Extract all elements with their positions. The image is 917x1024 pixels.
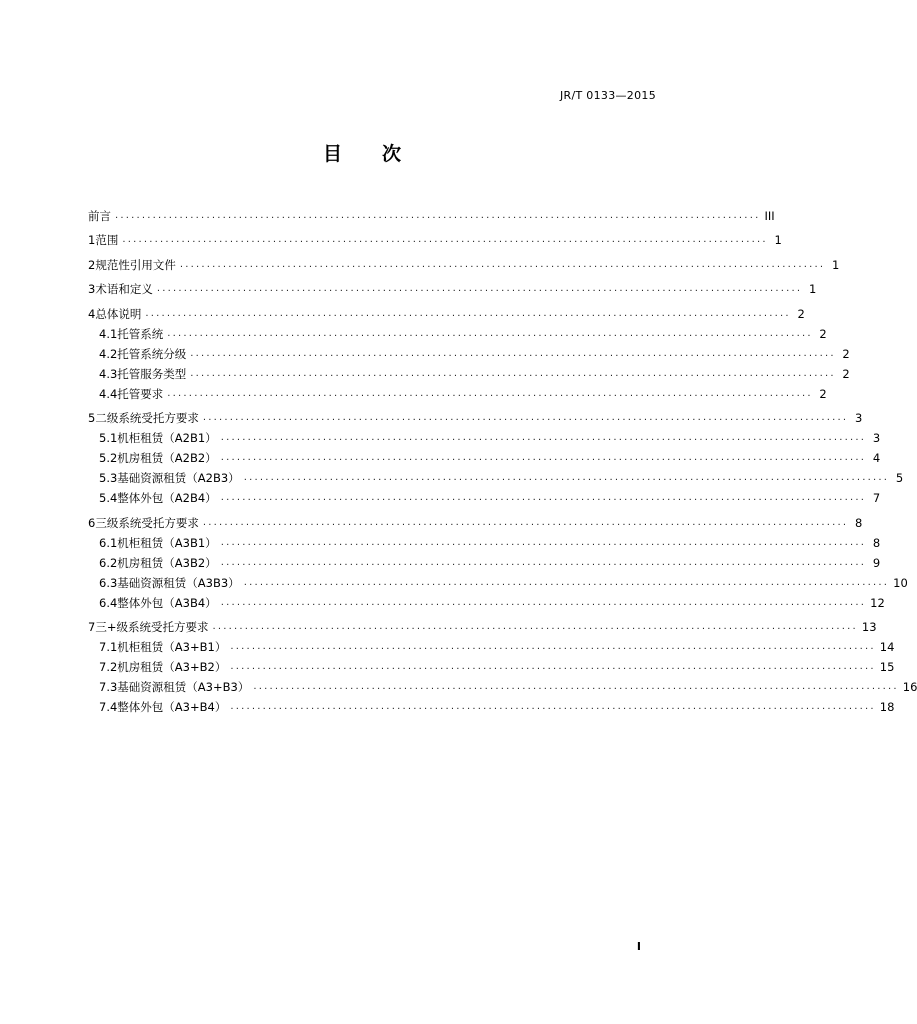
toc-leader-dots: ........................................................................................................................ — [253, 681, 899, 692]
toc-entry[interactable] — [88, 223, 782, 248]
toc-entry-page: 15 — [879, 660, 895, 674]
toc-entry-page: 3 — [872, 431, 881, 445]
toc-leader-dots: ........................................................................................................................ — [122, 234, 768, 245]
toc-leader-dots: ........................................................................................................................ — [145, 307, 791, 319]
title-char-1: 目 — [322, 143, 342, 165]
toc-leader-dots: ........................................................................................................................ — [230, 701, 876, 712]
toc-entry-page: 5 — [895, 471, 904, 485]
document-code: JR/T 0133—2015 — [560, 89, 656, 102]
toc-entry-page: 18 — [879, 700, 895, 714]
toc-entry[interactable] — [88, 485, 881, 505]
toc-entry-page: 10 — [893, 575, 908, 590]
toc-leader-dots: ........................................................................................................................ — [220, 492, 867, 503]
toc-entry-number: 6.1 — [99, 535, 118, 550]
toc-entry-page: 2 — [819, 386, 827, 401]
toc-entry-number: 5 — [88, 411, 96, 425]
footer-page-number: I — [636, 940, 641, 953]
toc-leader-dots: ........................................................................................................................ — [230, 641, 876, 652]
toc-entry[interactable] — [88, 198, 775, 223]
toc-entry-label: 托管系统 — [117, 326, 164, 341]
toc-entry-page: 7 — [872, 491, 881, 505]
toc-entry-label: 整体外包（A3B4） — [117, 595, 217, 610]
toc-entry[interactable] — [88, 445, 881, 465]
toc-entry-number: 1 — [88, 233, 96, 247]
toc-leader-dots: ........................................................................................................................ — [243, 472, 890, 483]
toc-entry-number: 5.1 — [99, 431, 118, 445]
toc-entry-number: 4.2 — [99, 346, 118, 361]
toc-entry-label: 基础资源租赁（A3B3） — [117, 575, 240, 590]
toc-entry-number: 7.2 — [99, 660, 118, 674]
toc-entry-label: 规范性引用文件 — [95, 257, 176, 272]
toc-leader-dots: ........................................................................................................................ — [115, 209, 761, 221]
toc-entry-page: 1 — [808, 282, 817, 296]
toc-entry-label: 术语和定义 — [95, 282, 153, 296]
toc-entry-number: 7 — [88, 620, 96, 634]
toc-leader-dots: ........................................................................................................................ — [220, 556, 867, 568]
toc-entry-label: 整体外包（A3+B4） — [117, 700, 227, 714]
toc-entry-number: 4.1 — [99, 326, 118, 341]
toc-entry-label: 基础资源租赁（A2B3） — [117, 471, 240, 485]
toc-entry-page: 8 — [854, 515, 863, 530]
toc-entry-label: 机柜租赁（A3+B1） — [117, 640, 227, 654]
toc-leader-dots: ........................................................................................................................ — [220, 596, 867, 608]
toc-entry-page: III — [764, 208, 775, 223]
toc-entry-page: 14 — [879, 640, 895, 654]
toc-entry-number: 3 — [88, 282, 96, 296]
toc-entry[interactable] — [88, 321, 827, 341]
toc-entry-label: 总体说明 — [95, 306, 142, 321]
toc-leader-dots: ........................................................................................................................ — [202, 412, 849, 423]
toc-entry-number: 5.2 — [99, 451, 118, 465]
toc-leader-dots: ........................................................................................................................ — [230, 661, 876, 672]
toc-entry-page: 13 — [861, 620, 877, 634]
toc-entry-label: 整体外包（A2B4） — [117, 491, 217, 505]
toc-entry[interactable] — [88, 465, 904, 485]
toc-entry-page: 3 — [854, 411, 863, 425]
toc-entry-label: 机房租赁（A3B2） — [117, 555, 217, 570]
toc-entry-page: 8 — [872, 535, 881, 550]
page-title — [0, 139, 724, 166]
title-char-2: 次 — [382, 143, 402, 165]
toc-entry-number: 7.1 — [99, 640, 118, 654]
toc-entry[interactable] — [88, 341, 850, 361]
toc-leader-dots: ........................................................................................................................ — [167, 327, 813, 339]
toc-entry[interactable] — [88, 272, 817, 297]
toc-entry[interactable] — [88, 674, 917, 694]
toc-entry-page: 9 — [872, 555, 881, 570]
toc-entry-page: 1 — [774, 233, 782, 247]
toc-entry[interactable] — [88, 590, 885, 610]
toc-entry-number: 6.2 — [99, 555, 118, 570]
toc-leader-dots: ........................................................................................................................ — [220, 452, 867, 463]
toc-entry-number: 7.4 — [99, 700, 118, 714]
toc-entry[interactable] — [88, 401, 863, 426]
toc-entry-page: 1 — [831, 257, 840, 272]
toc-entry-label: 三级系统受托方要求 — [95, 515, 199, 530]
toc-entry-page: 4 — [872, 451, 881, 465]
toc-entry[interactable] — [88, 550, 881, 570]
toc-entry[interactable] — [88, 610, 877, 635]
toc-entry[interactable] — [88, 694, 895, 714]
toc-entry-label: 机房租赁（A2B2） — [117, 451, 217, 465]
toc-entry[interactable] — [88, 296, 805, 321]
toc-leader-dots: ........................................................................................................................ — [156, 283, 803, 294]
toc-entry-number: 7.3 — [99, 680, 118, 694]
toc-entry-label: 托管服务类型 — [117, 366, 187, 381]
toc-leader-dots: ........................................................................................................................ — [190, 347, 836, 359]
toc-entry[interactable] — [88, 570, 908, 590]
toc-leader-dots: ........................................................................................................................ — [212, 621, 858, 632]
toc-entry-label: 托管要求 — [117, 386, 164, 401]
toc-entry-number: 前 — [88, 208, 100, 223]
toc-entry-label: 言 — [99, 208, 111, 223]
toc-entry-number: 4.3 — [99, 366, 118, 381]
toc-entry-page: 12 — [870, 595, 885, 610]
table-of-contents — [88, 198, 917, 714]
toc-leader-dots: ........................................................................................................................ — [190, 367, 836, 379]
toc-entry-number: 4 — [88, 306, 96, 321]
toc-entry-number: 5.3 — [99, 471, 118, 485]
toc-leader-dots: ........................................................................................................................ — [220, 536, 867, 548]
toc-entry-page: 2 — [797, 306, 805, 321]
toc-entry-label: 二级系统受托方要求 — [95, 411, 199, 425]
toc-leader-dots: ........................................................................................................................ — [220, 432, 867, 443]
toc-entry-label: 机柜租赁（A3B1） — [117, 535, 217, 550]
toc-entry[interactable] — [88, 505, 863, 530]
toc-entry-label: 基础资源租赁（A3+B3） — [117, 680, 250, 694]
toc-leader-dots: ........................................................................................................................ — [202, 516, 849, 528]
toc-entry-label: 范围 — [95, 233, 119, 247]
toc-entry[interactable] — [88, 634, 895, 654]
toc-entry-page: 2 — [842, 346, 850, 361]
toc-entry-page: 2 — [842, 366, 850, 381]
toc-entry-label: 托管系统分级 — [117, 346, 187, 361]
toc-entry-label: 三+级系统受托方要求 — [95, 620, 209, 634]
toc-entry[interactable] — [88, 381, 827, 401]
toc-entry[interactable] — [88, 654, 895, 674]
toc-entry[interactable] — [88, 361, 850, 381]
toc-entry-label: 机房租赁（A3+B2） — [117, 660, 227, 674]
toc-entry[interactable] — [88, 425, 881, 445]
toc-entry[interactable] — [88, 530, 881, 550]
toc-leader-dots: ........................................................................................................................ — [167, 387, 813, 399]
toc-entry-number: 6 — [88, 515, 96, 530]
toc-entry-label: 机柜租赁（A2B1） — [117, 431, 217, 445]
toc-entry-number: 5.4 — [99, 491, 118, 505]
toc-entry-page: 16 — [902, 680, 917, 694]
toc-entry-number: 4.4 — [99, 386, 118, 401]
toc-entry-number: 6.4 — [99, 595, 118, 610]
toc-leader-dots: ........................................................................................................................ — [243, 576, 890, 588]
toc-entry[interactable] — [88, 247, 840, 272]
toc-entry-number: 2 — [88, 257, 96, 272]
toc-leader-dots: ........................................................................................................................ — [179, 258, 826, 270]
toc-entry-page: 2 — [819, 326, 827, 341]
toc-entry-number: 6.3 — [99, 575, 118, 590]
